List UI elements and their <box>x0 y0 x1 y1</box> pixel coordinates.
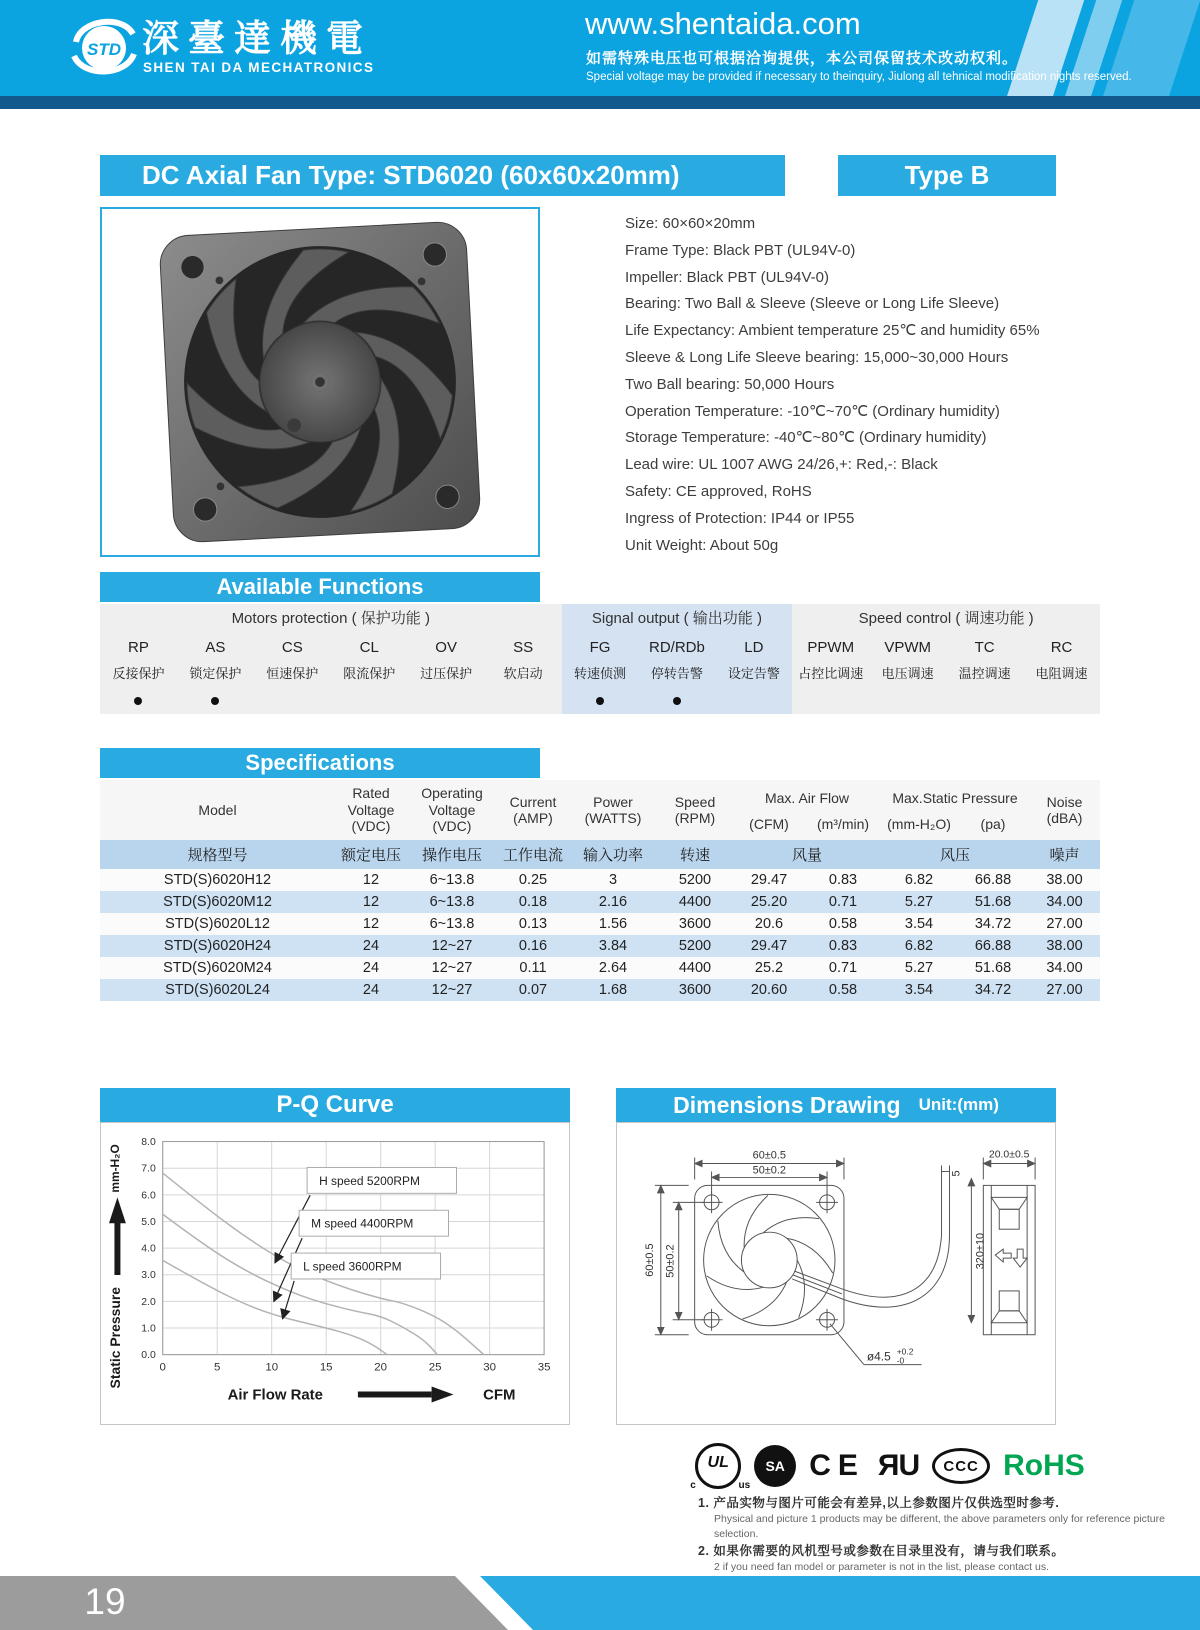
function-name-cn: 温控调速 <box>958 666 1011 681</box>
function-name-cn: 恒速保护 <box>266 666 319 681</box>
spec-cell: 3 <box>569 869 657 891</box>
header-line: Speed <box>674 793 716 810</box>
spec-cell: 0.83 <box>805 935 881 957</box>
header-line: Rated <box>352 785 390 802</box>
spec-cell: 3600 <box>657 913 733 935</box>
function-code: VPWM <box>884 639 932 656</box>
spec-cell: 12~27 <box>407 979 497 1001</box>
functions-grid <box>100 634 562 714</box>
function-name-cn: 占控比调速 <box>798 666 864 681</box>
rohs-mark: RoHS <box>1003 1449 1085 1482</box>
function-availability-cell <box>254 688 331 714</box>
spec-row <box>100 869 1100 891</box>
spec-row <box>100 979 1100 1001</box>
spec-cell: 0.71 <box>805 957 881 979</box>
spec-cell: 34.00 <box>1029 957 1100 979</box>
column-header-cn: 额定电压 <box>335 840 407 869</box>
spec-cell: 6~13.8 <box>407 891 497 913</box>
spec-cell: 0.11 <box>497 957 569 979</box>
column-header-cn: 转速 <box>657 840 733 869</box>
function-name-cn: 锁定保护 <box>189 666 242 681</box>
spec-cell: 3600 <box>657 979 733 1001</box>
product-spec-line: Storage Temperature: -40℃~80℃ (Ordinary humidity) <box>625 429 987 447</box>
header-line: Power <box>593 793 633 810</box>
spec-cell: 12 <box>335 869 407 891</box>
note-2-cn: 2. 如果你需要的风机型号或参数在目录里没有，请与我们联系。 <box>698 1544 1065 1558</box>
function-name-cn: 反接保护 <box>112 666 165 681</box>
function-name-cn: 电压调速 <box>881 666 934 681</box>
product-spec-line: Bearing: Two Ball & Sleeve (Sleeve or Long Life Sleeve) <box>625 295 1000 313</box>
spec-cell: 66.88 <box>957 935 1029 957</box>
spec-cell: 0.58 <box>805 913 881 935</box>
function-availability-cell <box>100 688 177 714</box>
function-available-dot <box>134 697 142 705</box>
spec-cell: 29.47 <box>733 935 805 957</box>
header-line: (VDC) <box>432 818 472 835</box>
dimensions-title: Dimensions Drawing <box>673 1091 901 1118</box>
column-header-model: Model <box>100 780 335 840</box>
y-axis-arrow-head <box>109 1197 126 1223</box>
width-inner-label: 50±0.2 <box>752 1164 786 1177</box>
spec-cell: 0.13 <box>497 913 569 935</box>
ccc-text: CCC <box>943 1457 979 1475</box>
tagline-en: Special voltage may be provided if necessary to theinquiry, Jiulong all tehnical modification nights reserved. <box>586 71 1132 83</box>
functions-group-title: Signal output ( 输出功能 ) <box>591 610 762 627</box>
y-tick-label: 5.0 <box>141 1216 156 1228</box>
spec-cell: 5200 <box>657 935 733 957</box>
specifications-table <box>100 780 1100 1001</box>
rotation-direction-arrow <box>1013 1249 1027 1267</box>
function-available-dot <box>211 697 219 705</box>
y-tick-label: 4.0 <box>141 1243 156 1255</box>
header-line: (WATTS) <box>584 810 642 826</box>
spec-cell: 1.56 <box>569 913 657 935</box>
product-spec-line: Sleeve & Long Life Sleeve bearing: 15,000~30,000 Hours <box>625 348 1009 366</box>
available-functions-header <box>100 572 540 602</box>
ul-listed-us: us <box>738 1480 751 1491</box>
header-line: Noise <box>1046 793 1083 810</box>
spec-model: STD(S)6020M24 <box>100 957 335 979</box>
column-header <box>497 780 569 840</box>
lead-wire <box>794 1271 842 1289</box>
spec-cell: 0.71 <box>805 891 881 913</box>
header-line: (VDC) <box>351 818 391 835</box>
note-2-en: 2 if you need fan model or parameter is not in the list, please contact us. <box>714 1561 1050 1573</box>
function-availability-cell <box>715 688 792 714</box>
available-functions-table <box>100 604 1100 714</box>
header-divider <box>0 96 1200 109</box>
spec-cell: 3.84 <box>569 935 657 957</box>
spec-cell: 24 <box>335 935 407 957</box>
product-spec-line: Operation Temperature: -10℃~70℃ (Ordinary humidity) <box>625 402 1000 420</box>
spec-cell: 6~13.8 <box>407 913 497 935</box>
spec-model: STD(S)6020H24 <box>100 935 335 957</box>
x-axis-unit: CFM <box>483 1386 516 1404</box>
width-outer-label: 60±0.5 <box>752 1149 786 1162</box>
function-available-dot <box>596 697 604 705</box>
column-header-cn: 噪声 <box>1029 840 1100 869</box>
x-tick-label: 0 <box>159 1361 166 1374</box>
ce-mark: CE <box>809 1449 865 1482</box>
function-name-cn: 设定告警 <box>727 666 780 681</box>
functions-grid <box>562 634 793 714</box>
certifications <box>690 1440 1090 1492</box>
spec-cell: 27.00 <box>1029 913 1100 935</box>
function-code: FG <box>589 639 611 656</box>
y-tick-label: 6.0 <box>141 1190 156 1202</box>
front-view-blades <box>707 1195 833 1319</box>
tagline-cn: 如需特殊电压也可根据洽询提供，本公司保留技术改动权利。 <box>586 50 1019 67</box>
function-code: TC <box>974 639 995 656</box>
column-header-noise <box>1029 780 1100 840</box>
header-line: (RPM) <box>674 810 716 826</box>
pq-curve-chart <box>100 1122 570 1425</box>
product-spec-line: Two Ball bearing: 50,000 Hours <box>625 375 835 393</box>
spec-cell: 5.27 <box>881 891 957 913</box>
dimensions-drawing <box>617 1123 1055 1423</box>
x-axis-arrow-shaft <box>358 1391 432 1397</box>
spec-model: STD(S)6020M12 <box>100 891 335 913</box>
spec-cell: 12~27 <box>407 957 497 979</box>
y-tick-label: 0.0 <box>141 1350 156 1362</box>
website-url: www.shentaida.com <box>585 6 861 41</box>
function-availability-cell <box>485 688 562 714</box>
function-availability-cell <box>792 688 869 714</box>
functions-group <box>792 604 1100 714</box>
function-code: CL <box>359 639 379 656</box>
function-name-cn: 电阻调速 <box>1035 666 1088 681</box>
product-spec-line: Unit Weight: About 50g <box>625 536 779 554</box>
product-spec-line: Size: 60×60×20mm <box>625 215 756 232</box>
page-number: 19 <box>84 1581 126 1622</box>
column-header-cn: 规格型号 <box>100 840 335 869</box>
spec-cell: 3.54 <box>881 979 957 1001</box>
column-header <box>335 780 407 840</box>
product-spec-list <box>625 211 1115 559</box>
function-name-cn: 限流保护 <box>343 666 396 681</box>
x-tick-label: 25 <box>428 1361 442 1374</box>
column-header <box>569 780 657 840</box>
spec-cell: 38.00 <box>1029 869 1100 891</box>
column-header-cn: 风压 <box>881 840 1029 869</box>
spec-cell: 51.68 <box>957 891 1029 913</box>
x-tick-label: 10 <box>265 1361 279 1374</box>
y-tick-label: 8.0 <box>141 1137 156 1149</box>
available-functions-title: Available Functions <box>216 574 424 599</box>
company-logo <box>70 12 138 84</box>
header-line: Operating <box>421 785 483 802</box>
column-unit: (pa) <box>957 816 1029 840</box>
footnotes <box>698 1494 1188 1575</box>
legend-label: M speed 4400RPM <box>311 1216 414 1231</box>
spec-cell: 12 <box>335 891 407 913</box>
blade-line <box>763 1218 819 1233</box>
dimensions-header <box>616 1088 1056 1122</box>
spec-cell: 12~27 <box>407 935 497 957</box>
spec-cell: 1.68 <box>569 979 657 1001</box>
column-header <box>657 780 733 840</box>
column-group-header: Max.Static Pressure <box>881 780 1029 816</box>
spec-cell: 2.64 <box>569 957 657 979</box>
spec-cell: 6.82 <box>881 869 957 891</box>
functions-grid <box>792 634 1100 714</box>
spec-cell: 25.2 <box>733 957 805 979</box>
spec-cell: 0.16 <box>497 935 569 957</box>
product-spec-line: Ingress of Protection: IP44 or IP55 <box>625 509 855 527</box>
function-availability-cell <box>1023 688 1100 714</box>
blade-line <box>707 1276 764 1290</box>
function-availability-cell <box>946 688 1023 714</box>
function-code: RD/RDb <box>648 639 705 656</box>
spec-cell: 4400 <box>657 891 733 913</box>
depth-label: 20.0±0.5 <box>988 1149 1030 1161</box>
spec-cell: 51.68 <box>957 957 1029 979</box>
column-header <box>407 780 497 840</box>
product-spec-line: Life Expectancy: Ambient temperature 25℃ and humidity 65% <box>625 322 1040 340</box>
spec-cell: 0.18 <box>497 891 569 913</box>
spec-cell: 34.72 <box>957 979 1029 1001</box>
function-name-cn: 软启动 <box>503 666 543 681</box>
x-tick-label: 20 <box>374 1361 388 1374</box>
product-spec-line: Frame Type: Black PBT (UL94V-0) <box>625 241 856 259</box>
header-line: (dBA) <box>1046 810 1083 826</box>
pq-curve-title: P-Q Curve <box>276 1091 394 1118</box>
function-name-cn: 停转告警 <box>650 666 703 681</box>
column-header-cn: 操作电压 <box>407 840 497 869</box>
spec-cell: 5200 <box>657 869 733 891</box>
pq-curve-header <box>100 1088 570 1122</box>
spec-cell: 0.25 <box>497 869 569 891</box>
hole-diameter-label: ø4.5 <box>866 1349 891 1364</box>
spec-cell: 20.60 <box>733 979 805 1001</box>
spec-cell: 0.07 <box>497 979 569 1001</box>
functions-group <box>100 604 562 714</box>
spec-cell: 0.58 <box>805 979 881 1001</box>
function-code: LD <box>744 639 764 656</box>
spec-cell: 34.00 <box>1029 891 1100 913</box>
column-header-cn: 输入功率 <box>569 840 657 869</box>
spec-cell: 20.6 <box>733 913 805 935</box>
functions-group-title: Speed control ( 调速功能 ) <box>858 610 1034 627</box>
ul-listed-text: UL <box>707 1454 729 1471</box>
spec-row <box>100 935 1100 957</box>
height-outer-label: 60±0.5 <box>643 1243 656 1277</box>
dimensions-drawing-box <box>616 1122 1056 1425</box>
spec-cell: 6.82 <box>881 935 957 957</box>
ul-listed-c: c <box>690 1480 696 1491</box>
company-name-cn: 深臺達機電 <box>142 18 372 59</box>
function-available-dot <box>673 697 681 705</box>
column-unit: (m³/min) <box>805 816 881 840</box>
spec-row <box>100 957 1100 979</box>
y-tick-label: 2.0 <box>141 1296 156 1308</box>
note-1-en: Physical and picture 1 products may be different, the above parameters only for reference picture selection. <box>714 1513 1165 1540</box>
functions-group-title: Motors protection ( 保护功能 ) <box>231 610 430 627</box>
spec-cell: 24 <box>335 957 407 979</box>
spec-cell: 4400 <box>657 957 733 979</box>
spec-cell: 66.88 <box>957 869 1029 891</box>
hole-tol-minus: -0 <box>896 1355 905 1366</box>
function-availability-cell <box>638 688 715 714</box>
ul-recognized-logo: ЯU <box>877 1449 920 1482</box>
x-axis-arrow-head <box>432 1387 454 1403</box>
spec-cell: 29.47 <box>733 869 805 891</box>
function-code: RC <box>1050 639 1073 656</box>
function-code: PPWM <box>807 639 855 656</box>
spec-cell: 5.27 <box>881 957 957 979</box>
column-unit: (CFM) <box>733 816 805 840</box>
dimensions-unit: Unit:(mm) <box>918 1095 999 1114</box>
x-axis-label: Air Flow Rate <box>227 1386 323 1404</box>
x-tick-label: 5 <box>214 1361 221 1374</box>
page-title: DC Axial Fan Type: STD6020 (60x60x20mm) <box>100 155 785 196</box>
spec-cell: 2.16 <box>569 891 657 913</box>
company-name-en: SHEN TAI DA MECHATRONICS <box>143 60 375 75</box>
lead-gap-label: 5 <box>950 1170 963 1177</box>
specifications-header <box>100 748 540 778</box>
blade-line <box>787 1238 833 1273</box>
y-tick-label: 1.0 <box>141 1323 156 1335</box>
function-code: OV <box>435 639 457 656</box>
spec-cell: 24 <box>335 979 407 1001</box>
x-tick-label: 15 <box>319 1361 333 1374</box>
ccc-mark <box>932 1448 990 1484</box>
y-axis-label: Static Pressure <box>106 1286 123 1389</box>
column-unit: (mm-H₂O) <box>881 816 957 840</box>
x-tick-label: 35 <box>537 1361 551 1374</box>
hole-tol-plus: +0.2 <box>896 1346 914 1357</box>
x-tick-label: 30 <box>483 1361 496 1374</box>
y-axis-arrow-shaft <box>114 1221 120 1275</box>
function-code: CS <box>281 639 303 656</box>
functions-group <box>562 604 793 714</box>
height-inner-label: 50±0.2 <box>664 1244 677 1278</box>
header-line: Current <box>509 793 557 810</box>
csa-text: SA <box>765 1458 785 1474</box>
blade-line <box>797 1260 804 1318</box>
spec-cell: 25.20 <box>733 891 805 913</box>
spec-cell: 27.00 <box>1029 979 1100 1001</box>
y-axis-unit: mm-H₂O <box>107 1144 122 1193</box>
airflow-direction-arrow <box>995 1249 1011 1262</box>
function-availability-cell <box>869 688 946 714</box>
function-code: SS <box>513 639 534 656</box>
blade-line <box>718 1221 744 1272</box>
csa-logo <box>754 1445 796 1487</box>
function-name-cn: 过压保护 <box>420 666 473 681</box>
product-image-box <box>100 207 540 557</box>
header-line: (AMP) <box>513 810 553 826</box>
function-availability-cell <box>177 688 254 714</box>
spec-cell: 38.00 <box>1029 935 1100 957</box>
product-spec-line: Impeller: Black PBT (UL94V-0) <box>625 268 829 286</box>
function-code: AS <box>205 639 226 656</box>
column-header-cn: 风量 <box>733 840 881 869</box>
product-spec-line: Safety: CE approved, RoHS <box>625 482 812 500</box>
spec-cell: 3.54 <box>881 913 957 935</box>
wire-length-label: 320±10 <box>974 1232 987 1270</box>
function-name-cn: 转速侦测 <box>573 666 626 681</box>
legend-label: H speed 5200RPM <box>319 1173 420 1188</box>
logo-text: STD <box>87 40 121 59</box>
spec-cell: 0.83 <box>805 869 881 891</box>
specifications-title: Specifications <box>245 750 395 775</box>
note-1-cn: 1. 产品实物与图片可能会有差异,以上参数图片仅供选型时参考. <box>698 1496 1060 1510</box>
spec-model: STD(S)6020H12 <box>100 869 335 891</box>
spec-cell: 12 <box>335 913 407 935</box>
header-line: Voltage <box>347 801 395 818</box>
spec-model: STD(S)6020L12 <box>100 913 335 935</box>
header-line: Voltage <box>428 801 476 818</box>
function-availability-cell <box>331 688 408 714</box>
legend-label: L speed 3600RPM <box>303 1259 402 1274</box>
spec-cell: 6~13.8 <box>407 869 497 891</box>
spec-row <box>100 891 1100 913</box>
function-availability-cell <box>562 688 639 714</box>
legend-arrow <box>283 1281 295 1319</box>
spec-model: STD(S)6020L24 <box>100 979 335 1001</box>
blade-line <box>744 1195 768 1248</box>
function-code: RP <box>128 639 149 656</box>
y-tick-label: 3.0 <box>141 1270 156 1282</box>
column-group-header: Max. Air Flow <box>733 780 881 816</box>
y-tick-label: 7.0 <box>141 1163 156 1175</box>
product-spec-line: Lead wire: UL 1007 AWG 24/26,+: Red,-: Black <box>625 456 938 474</box>
function-availability-cell <box>408 688 485 714</box>
page-header <box>0 0 1200 96</box>
spec-cell: 34.72 <box>957 913 1029 935</box>
ul-listed-logo <box>690 1443 751 1491</box>
fan-photo <box>152 217 488 547</box>
column-header-cn: 工作电流 <box>497 840 569 869</box>
spec-row <box>100 913 1100 935</box>
type-badge: Type B <box>838 155 1056 196</box>
